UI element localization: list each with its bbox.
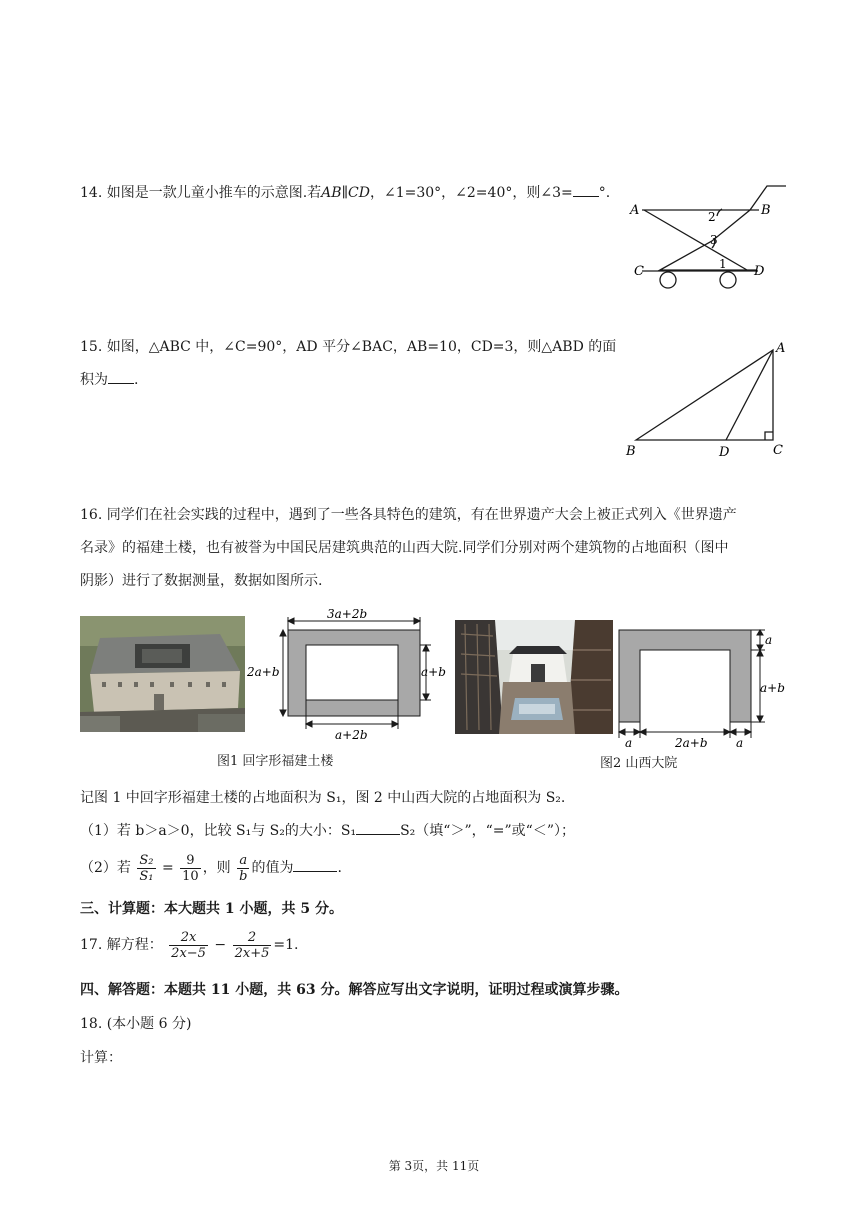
q14-angle-2: 2 [708, 210, 716, 224]
q16-part1: （1）若 b＞a＞0，比较 S₁与 S₂的大小：S₁ S₂（填“＞”，“=”或“＜”）； [80, 820, 575, 842]
q15-line1: 15. 如图，△ABC 中，∠C=90°，AD 平分∠BAC，AB=10，CD=3，则△ABD 的面 [80, 339, 617, 355]
q16-line2: 名录》的福建土楼，也有被誉为中国民居建筑典范的山西大院.同学们分别对两个建筑物的占地面积（图中 [80, 540, 729, 556]
q15-line2: 积为 . [80, 369, 138, 391]
page-footer: 第 3页，共 11页 [388, 1159, 480, 1173]
q15-figure [622, 336, 792, 462]
q14-label-b: B [761, 203, 771, 218]
fig2-bottom-right-label: a [736, 736, 744, 750]
fig2-right-label: a+b [760, 681, 785, 695]
fig2-bottom-mid-label: 2a+b [675, 736, 708, 750]
q16-frac-9-10: $\frac{9}{10}$ [182, 852, 199, 884]
q16-part2: （2）若 $\frac{\text{S₂}}{\text{S₁}}$ = $\frac{9}{10}$ ，则 $\frac{a}{b}$ 的值为 . [80, 852, 342, 884]
fig2-diagram [615, 626, 795, 750]
q18-calc: 计算： [80, 1050, 122, 1066]
fig1-caption: 图1 回字形福建土楼 [217, 754, 334, 769]
tulou-photo [80, 616, 245, 732]
q16-part1-blank[interactable] [356, 820, 400, 835]
q15-label-b: B [626, 444, 636, 459]
q16-note: 记图 1 中回字形福建土楼的占地面积为 S₁，图 2 中山西大院的占地面积为 S₂. [80, 790, 566, 806]
q16-line3: 阴影）进行了数据测量，数据如图所示. [80, 573, 323, 589]
fig2-caption: 图2 山西大院 [600, 756, 678, 771]
q14-figure [622, 176, 792, 298]
shanxi-photo [455, 620, 613, 734]
q14-label-d: D [754, 264, 765, 279]
q15-label-a: A [776, 341, 786, 356]
q17-frac-2: $\frac{2}{2x+5}$ [234, 929, 270, 961]
q16-line1: 16. 同学们在社会实践的过程中，遇到了一些各具特色的建筑，有在世界遗产大会上被正式列入《世界遗产 [80, 507, 737, 523]
fig1-bottom-label: a+2b [335, 728, 368, 741]
q15-label-c: C [773, 443, 783, 458]
q16-frac-a-b: $\frac{a}{b}$ [239, 852, 248, 884]
fig1-right-label: a+b [421, 665, 446, 679]
q14-angle-1: 1 [719, 257, 727, 271]
fig1-left-label: 2a+b [247, 665, 280, 679]
q17-text: 17. 解方程： $\frac{2x}{2x-5}$ − $\frac{2}{2x+5}$ =1. [80, 929, 299, 961]
q15-label-d: D [719, 445, 730, 460]
fig2-right-top-label: a [765, 633, 773, 647]
q16-part2-blank[interactable] [293, 857, 337, 872]
q14-label-c: C [634, 264, 644, 279]
q14-blank[interactable] [573, 182, 599, 197]
q17-frac-1: $\frac{2x}{2x-5}$ [171, 929, 206, 961]
q16-frac-s2-s1: $\frac{\text{S₂}}{\text{S₁}}$ [139, 852, 154, 884]
section-3-heading: 三、计算题：本大题共 1 小题，共 5 分。 [80, 901, 343, 917]
fig2-bottom-left-label: a [625, 736, 633, 750]
q18-title: 18. (本小题 6 分) [80, 1016, 192, 1032]
q15-blank[interactable] [108, 369, 134, 384]
fig1-top-label: 3a+2b [327, 609, 368, 621]
q14-text: 14. 如图是一款儿童小推车的示意图.若AB∥CD，∠1=30°，∠2=40°，则∠3= °. [80, 182, 610, 204]
q14-angle-3: 3 [710, 233, 718, 247]
fig1-diagram [247, 609, 450, 741]
section-4-heading: 四、解答题：本题共 11 小题，共 63 分。解答应写出文字说明，证明过程或演算步骤。 [80, 982, 629, 998]
q14-label-a: A [630, 203, 640, 218]
